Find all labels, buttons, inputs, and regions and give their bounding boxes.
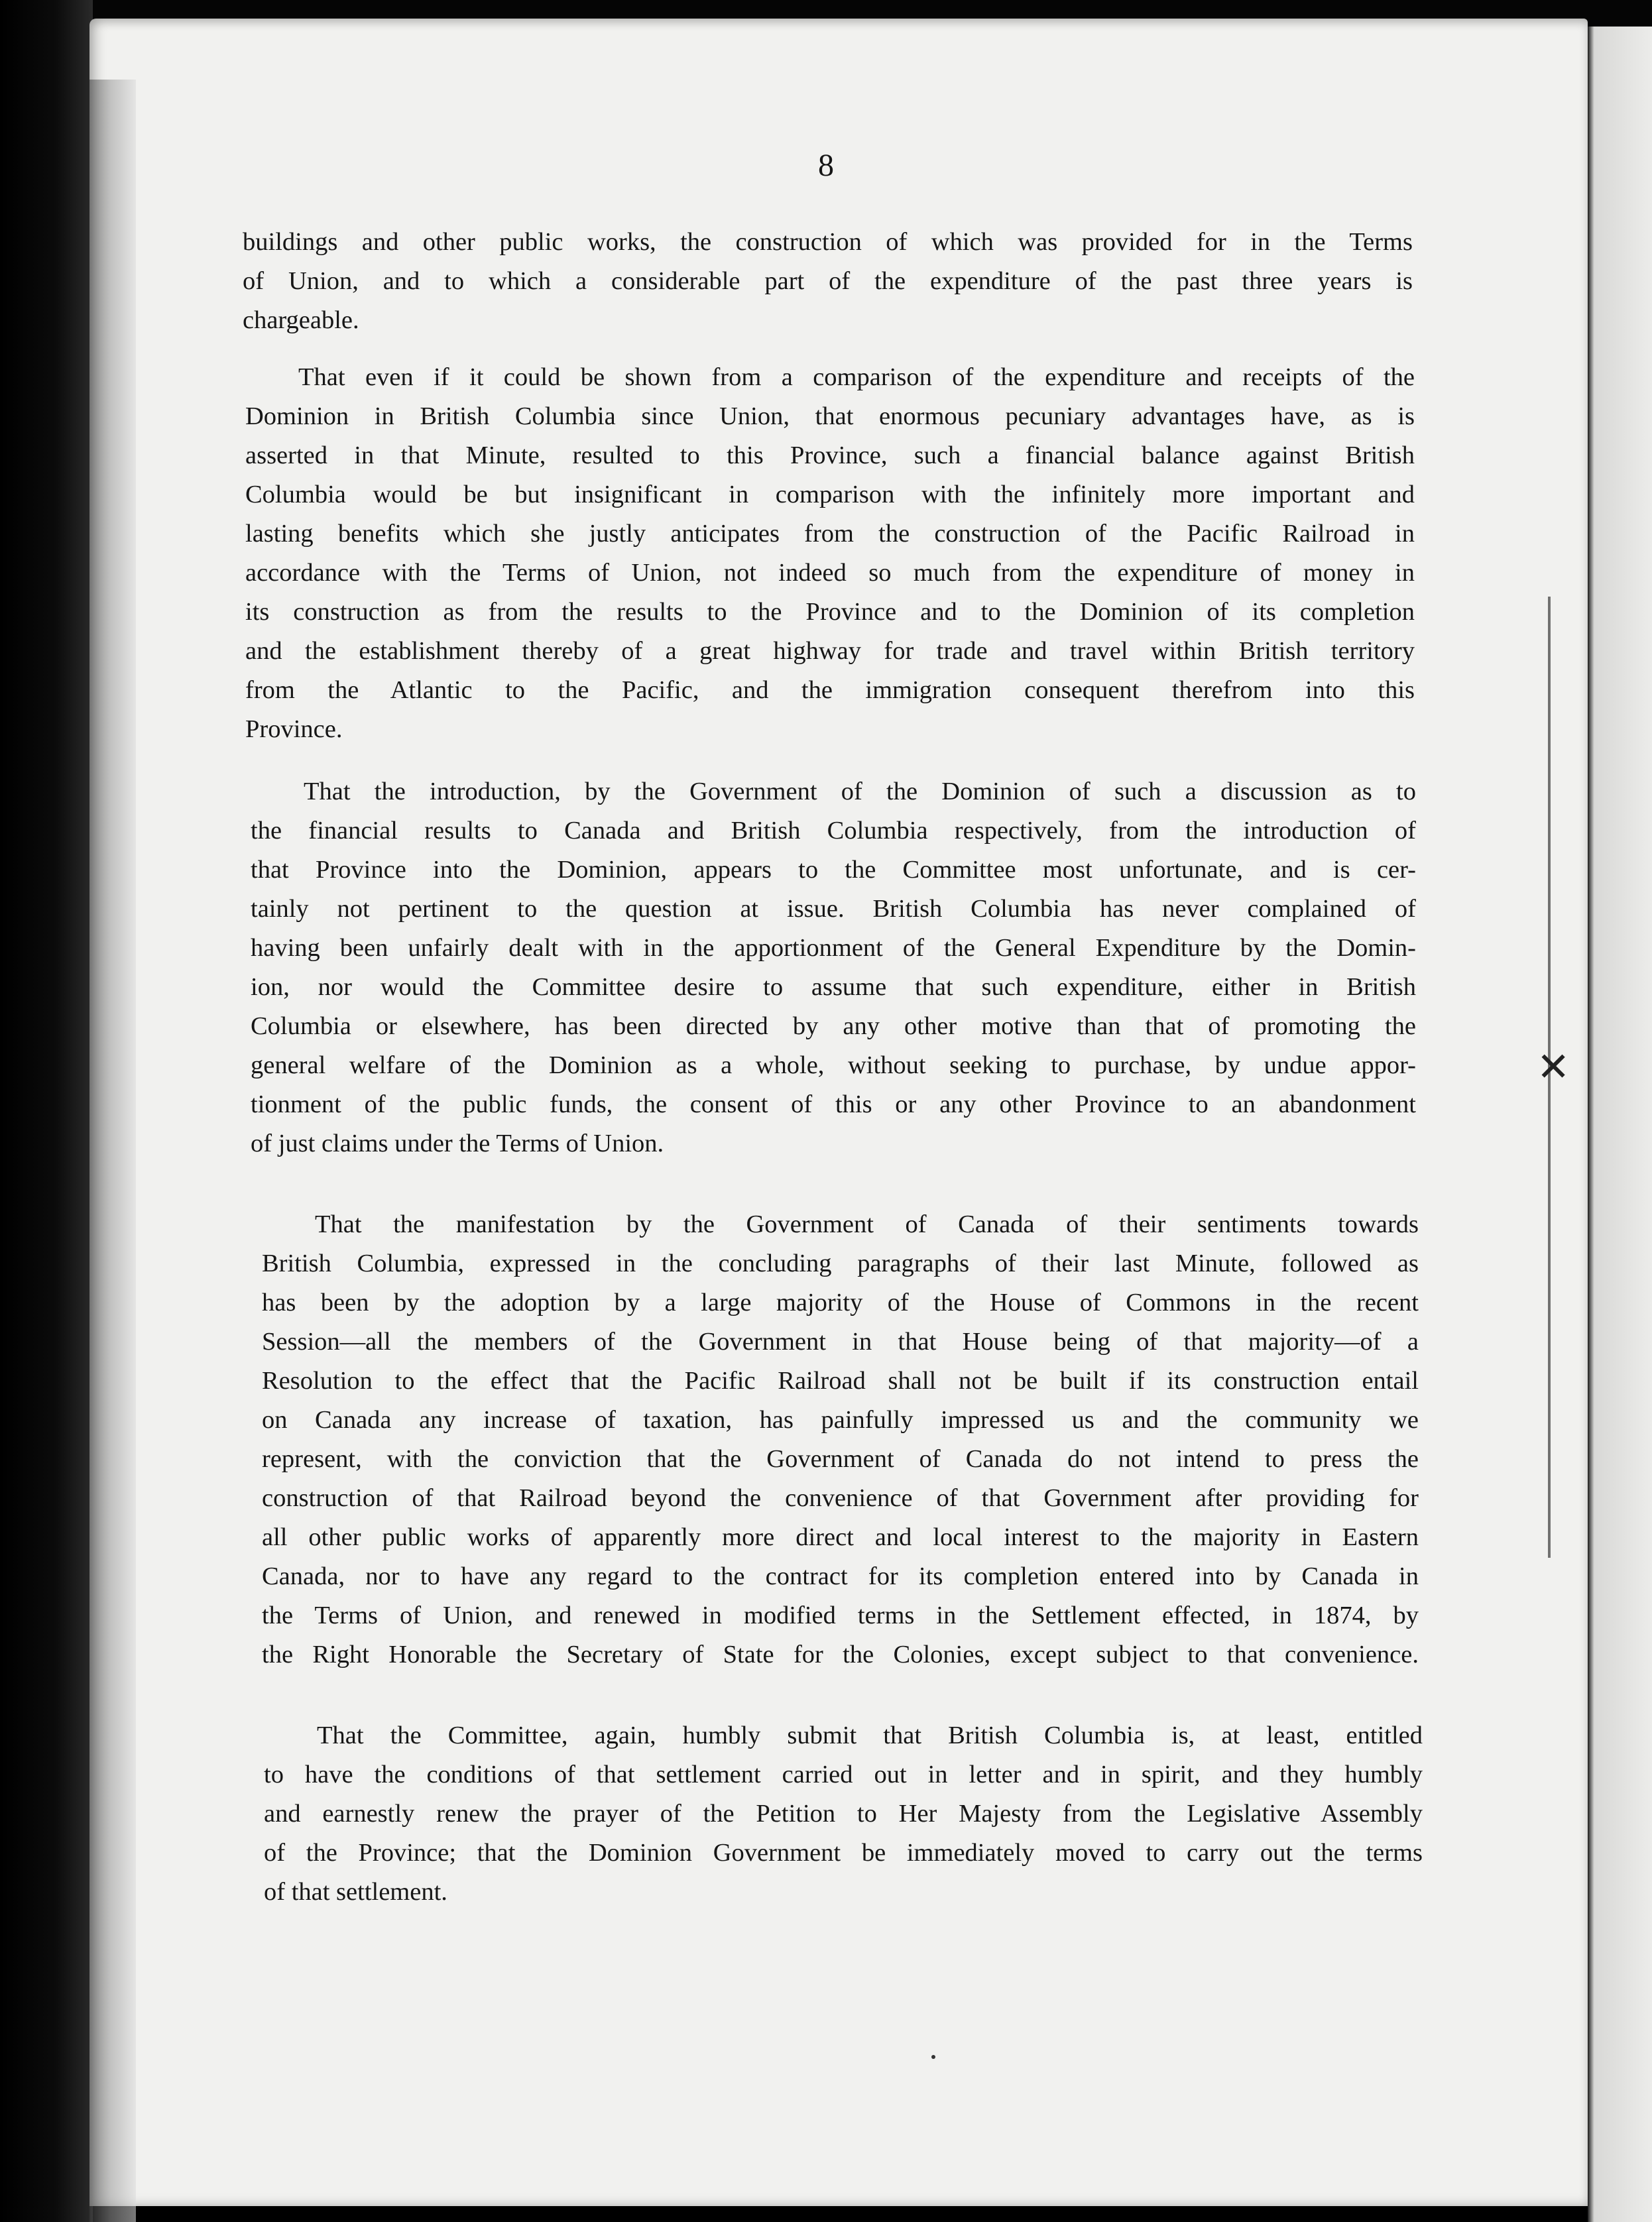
- binding-stitch-mark: ✕: [1537, 1045, 1570, 1089]
- text-line: the Terms of Union, and renewed in modified terms in the Settlement effected, in 1874, by: [262, 1602, 1419, 1629]
- text-line: all other public works of apparently more direct and local interest to the majority in Eastern: [262, 1523, 1419, 1551]
- text-line: and earnestly renew the prayer of the Petition to Her Majesty from the Legislative Assembly: [264, 1800, 1423, 1828]
- text-line: Province.: [245, 715, 343, 743]
- text-line: tionment of the public funds, the consent of this or any other Province to an abandonment: [251, 1090, 1416, 1118]
- text-line: Columbia or elsewhere, has been directed by any other motive than that of promoting the: [251, 1012, 1416, 1040]
- paragraph-5: [264, 1716, 1423, 1912]
- text-line: buildings and other public works, the construction of which was provided for in the Terms: [243, 228, 1413, 256]
- text-line: general welfare of the Dominion as a whole, without seeking to purchase, by undue appor-: [251, 1051, 1416, 1079]
- text-line: has been by the adoption by a large majority of the House of Commons in the recent: [262, 1289, 1419, 1316]
- text-line: Canada, nor to have any regard to the contract for its completion entered into by Canada in: [262, 1562, 1419, 1590]
- scan-border-left: [0, 0, 93, 2222]
- text-line: the Right Honorable the Secretary of State for the Colonies, except subject to that convenience.: [262, 1641, 1419, 1668]
- text-line: chargeable.: [243, 306, 359, 334]
- text-line: ion, nor would the Committee desire to assume that such expenditure, either in British: [251, 973, 1416, 1001]
- paragraph-1: [243, 223, 1413, 340]
- text-line: represent, with the conviction that the Government of Canada do not intend to press the: [262, 1445, 1419, 1473]
- text-line: having been unfairly dealt with in the apportionment of the General Expenditure by the Domin-: [251, 934, 1416, 962]
- text-line: accordance with the Terms of Union, not indeed so much from the expenditure of money in: [245, 559, 1415, 587]
- text-line: construction of that Railroad beyond the convenience of that Government after providing for: [262, 1484, 1419, 1512]
- text-line: British Columbia, expressed in the concluding paragraphs of their last Minute, followed as: [262, 1250, 1419, 1277]
- text-line: Session—all the members of the Government in that House being of that majority—of a: [262, 1328, 1419, 1356]
- text-line: that Province into the Dominion, appears to the Committee most unfortunate, and is cer-: [251, 856, 1416, 884]
- text-line: from the Atlantic to the Pacific, and the immigration consequent therefrom into this: [245, 676, 1415, 704]
- text-line: tainly not pertinent to the question at issue. British Columbia has never complained of: [251, 895, 1416, 923]
- text-line: Columbia would be but insignificant in comparison with the infinitely more important and: [245, 481, 1415, 508]
- text-line: of the Province; that the Dominion Government be immediately moved to carry out the terms: [264, 1839, 1423, 1867]
- text-line: Resolution to the effect that the Pacific Railroad shall not be built if its construction entail: [262, 1367, 1419, 1395]
- text-line: lasting benefits which she justly anticipates from the construction of the Pacific Railroad in: [245, 520, 1415, 548]
- text-line: of that settlement.: [264, 1878, 447, 1906]
- text-line: its construction as from the results to the Province and to the Dominion of its completion: [245, 598, 1415, 626]
- ink-speck: [931, 2055, 935, 2059]
- text-line: of just claims under the Terms of Union.: [251, 1130, 664, 1157]
- text-line: to have the conditions of that settlement carried out in letter and in spirit, and they humbly: [264, 1761, 1423, 1788]
- text-line: Dominion in British Columbia since Union, that enormous pecuniary advantages have, as is: [245, 402, 1415, 430]
- text-line: That even if it could be shown from a comparison of the expenditure and receipts of the: [298, 363, 1415, 391]
- paragraph-4: [262, 1205, 1419, 1674]
- text-line: and the establishment thereby of a great highway for trade and travel within British territory: [245, 637, 1415, 665]
- text-line: That the manifestation by the Government of Canada of their sentiments towards: [315, 1210, 1419, 1238]
- text-line: That the introduction, by the Government of the Dominion of such a discussion as to: [304, 778, 1416, 805]
- page-number: 8: [818, 148, 834, 183]
- text-line: of Union, and to which a considerable part of the expenditure of the past three years is: [243, 267, 1413, 295]
- page-curl-shadow: [89, 80, 136, 2222]
- paragraph-2: [245, 358, 1415, 749]
- text-line: asserted in that Minute, resulted to this Province, such a financial balance against British: [245, 441, 1415, 469]
- paragraph-3: [251, 772, 1416, 1163]
- adjacent-page-edge: [1588, 27, 1652, 2222]
- text-line: on Canada any increase of taxation, has painfully impressed us and the community we: [262, 1406, 1419, 1434]
- text-line: the financial results to Canada and British Columbia respectively, from the introduction of: [251, 817, 1416, 845]
- text-line: That the Committee, again, humbly submit that British Columbia is, at least, entitled: [317, 1722, 1423, 1749]
